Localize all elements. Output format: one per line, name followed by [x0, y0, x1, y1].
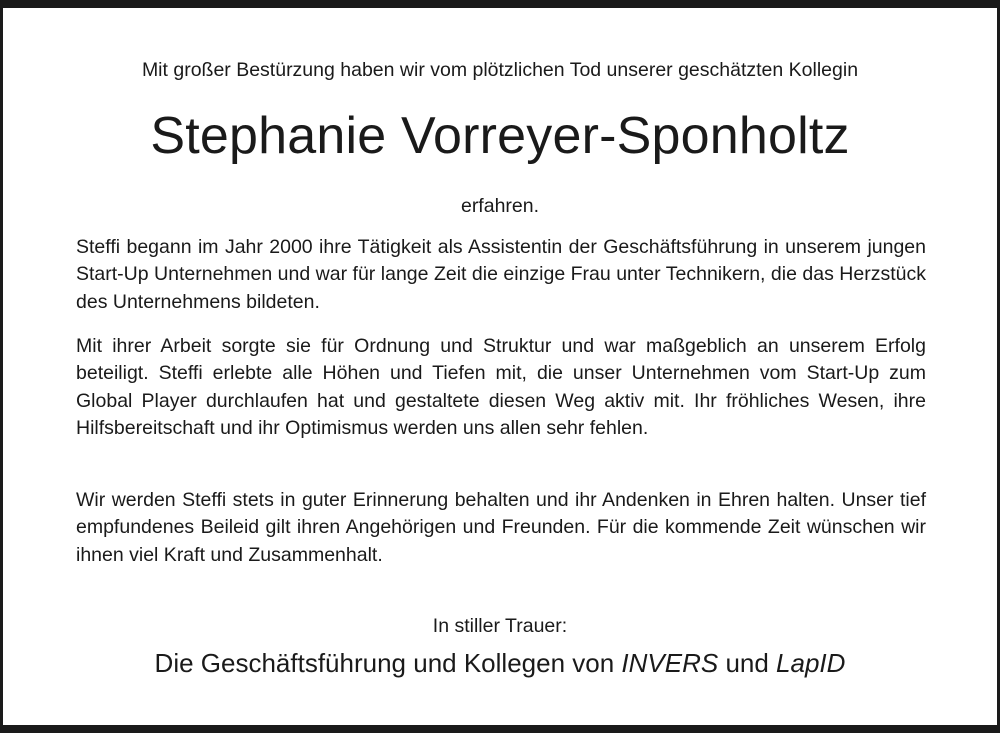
- company-invers: INVERS: [621, 648, 719, 678]
- paragraph-contribution: Mit ihrer Arbeit sorgte sie für Ordnung und Struktur und war maßgeblich an unserem Erfolg beteiligt. Steffi erlebte alle Höhen und Tiefen mit, die unser Unternehmen vom Start-Up zum Global Player durchlaufen hat und gestaltete diesen Weg aktiv mit. Ihr fröhliches Wesen, ihre Hilfsbereitschaft und ihr Optimismus werden uns allen sehr fehlen.: [76, 335, 926, 439]
- signature-prefix: Die Geschäftsführung und Kollegen von: [154, 648, 622, 678]
- mourning-line: In stiller Trauer:: [432, 615, 568, 637]
- signature-conjunction: und: [718, 648, 777, 678]
- company-lapid: LapID: [776, 648, 846, 678]
- paragraph-career: Steffi begann im Jahr 2000 ihre Tätigkeit als Assistentin der Geschäftsführung in unserem jungen Start-Up Unternehmen und war für lange Zeit die einzige Frau unter Technikern, die das Herzstück des Unternehmens bildeten.: [76, 236, 926, 313]
- after-name-text: erfahren.: [460, 195, 540, 217]
- deceased-name: Stephanie Vorreyer-Sponholtz: [150, 107, 850, 165]
- paragraph-condolence: Wir werden Steffi stets in guter Erinnerung behalten und ihr Andenken in Ehren halten. Unser tief empfundenes Beileid gilt ihren Angehörigen und Freunden. Für die kommende Zeit wünschen wir ihnen viel Kraft und Zusammenhalt.: [76, 489, 926, 566]
- intro-text: Mit großer Bestürzung haben wir vom plötzlichen Tod unserer geschätzten Kollegin: [141, 59, 859, 81]
- signature-line: [0, 646, 1000, 680]
